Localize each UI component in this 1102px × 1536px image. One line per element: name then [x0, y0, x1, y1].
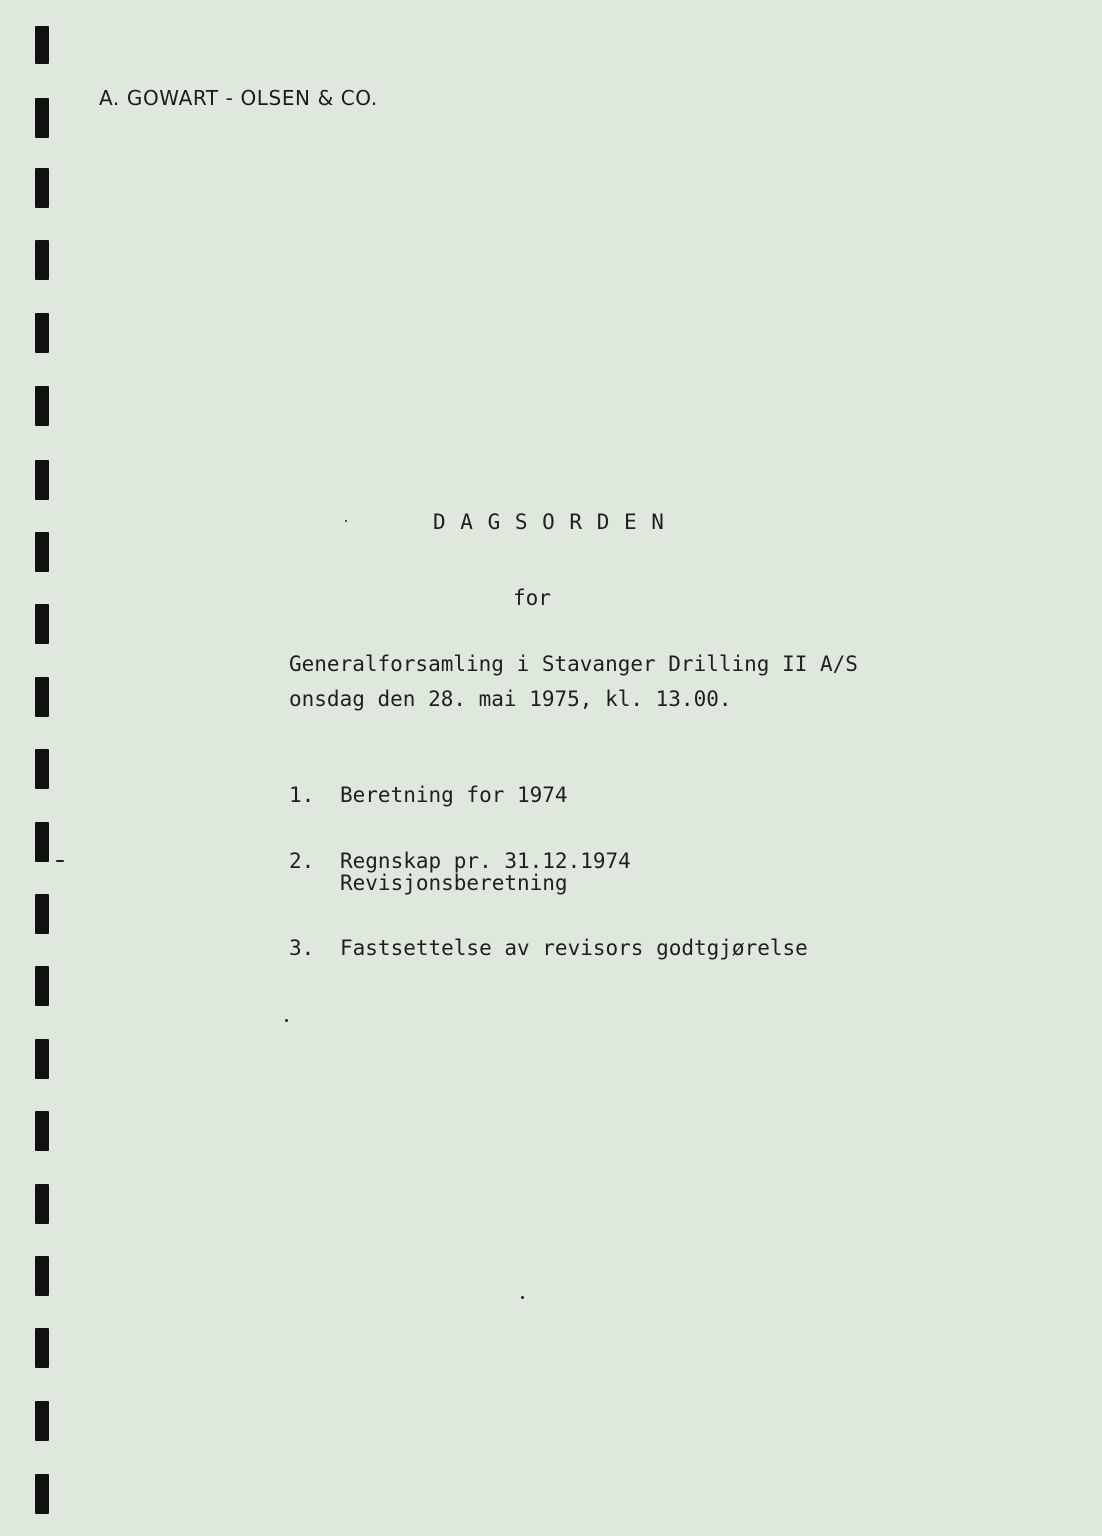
binder-mark [35, 749, 49, 789]
document-title: D A G S O R D E N [433, 510, 665, 534]
binder-mark [35, 1184, 49, 1224]
binder-mark [35, 1474, 49, 1514]
binder-mark [35, 1401, 49, 1441]
agenda-item-number: 3. [289, 936, 315, 960]
agenda-item-text: Fastsettelse av revisors godtgjørelse [340, 936, 808, 960]
agenda-item-number: 2. [289, 849, 315, 873]
binder-mark [35, 1039, 49, 1079]
agenda-item-text: Revisjonsberetning [340, 871, 568, 895]
agenda-item-text: Beretning for 1974 [340, 783, 568, 807]
paper-speck [521, 1296, 524, 1299]
binder-mark [35, 26, 49, 64]
binder-mark [35, 386, 49, 426]
binder-hole-marks [0, 0, 60, 1536]
meeting-name-line: Generalforsamling i Stavanger Drilling II A/S [289, 652, 858, 676]
meeting-date-line: onsdag den 28. mai 1975, kl. 13.00. [289, 687, 732, 711]
binder-mark [35, 822, 49, 862]
agenda-item-number: 1. [289, 783, 315, 807]
paper-speck [56, 860, 64, 862]
paper-speck [285, 1019, 288, 1022]
binder-mark [35, 677, 49, 717]
title-connector: for [513, 586, 551, 610]
agenda-item-text: Regnskap pr. 31.12.1974 [340, 849, 631, 873]
binder-mark [35, 313, 49, 353]
binder-mark [35, 460, 49, 500]
binder-mark [35, 168, 49, 208]
binder-mark [35, 240, 49, 280]
binder-mark [35, 1328, 49, 1368]
binder-mark [35, 1256, 49, 1296]
binder-mark [35, 604, 49, 644]
binder-mark [35, 1111, 49, 1151]
company-letterhead: A. GOWART - OLSEN & CO. [99, 86, 378, 110]
binder-mark [35, 966, 49, 1006]
binder-mark [35, 98, 49, 138]
binder-mark [35, 894, 49, 934]
paper-speck [345, 520, 347, 522]
binder-mark [35, 532, 49, 572]
